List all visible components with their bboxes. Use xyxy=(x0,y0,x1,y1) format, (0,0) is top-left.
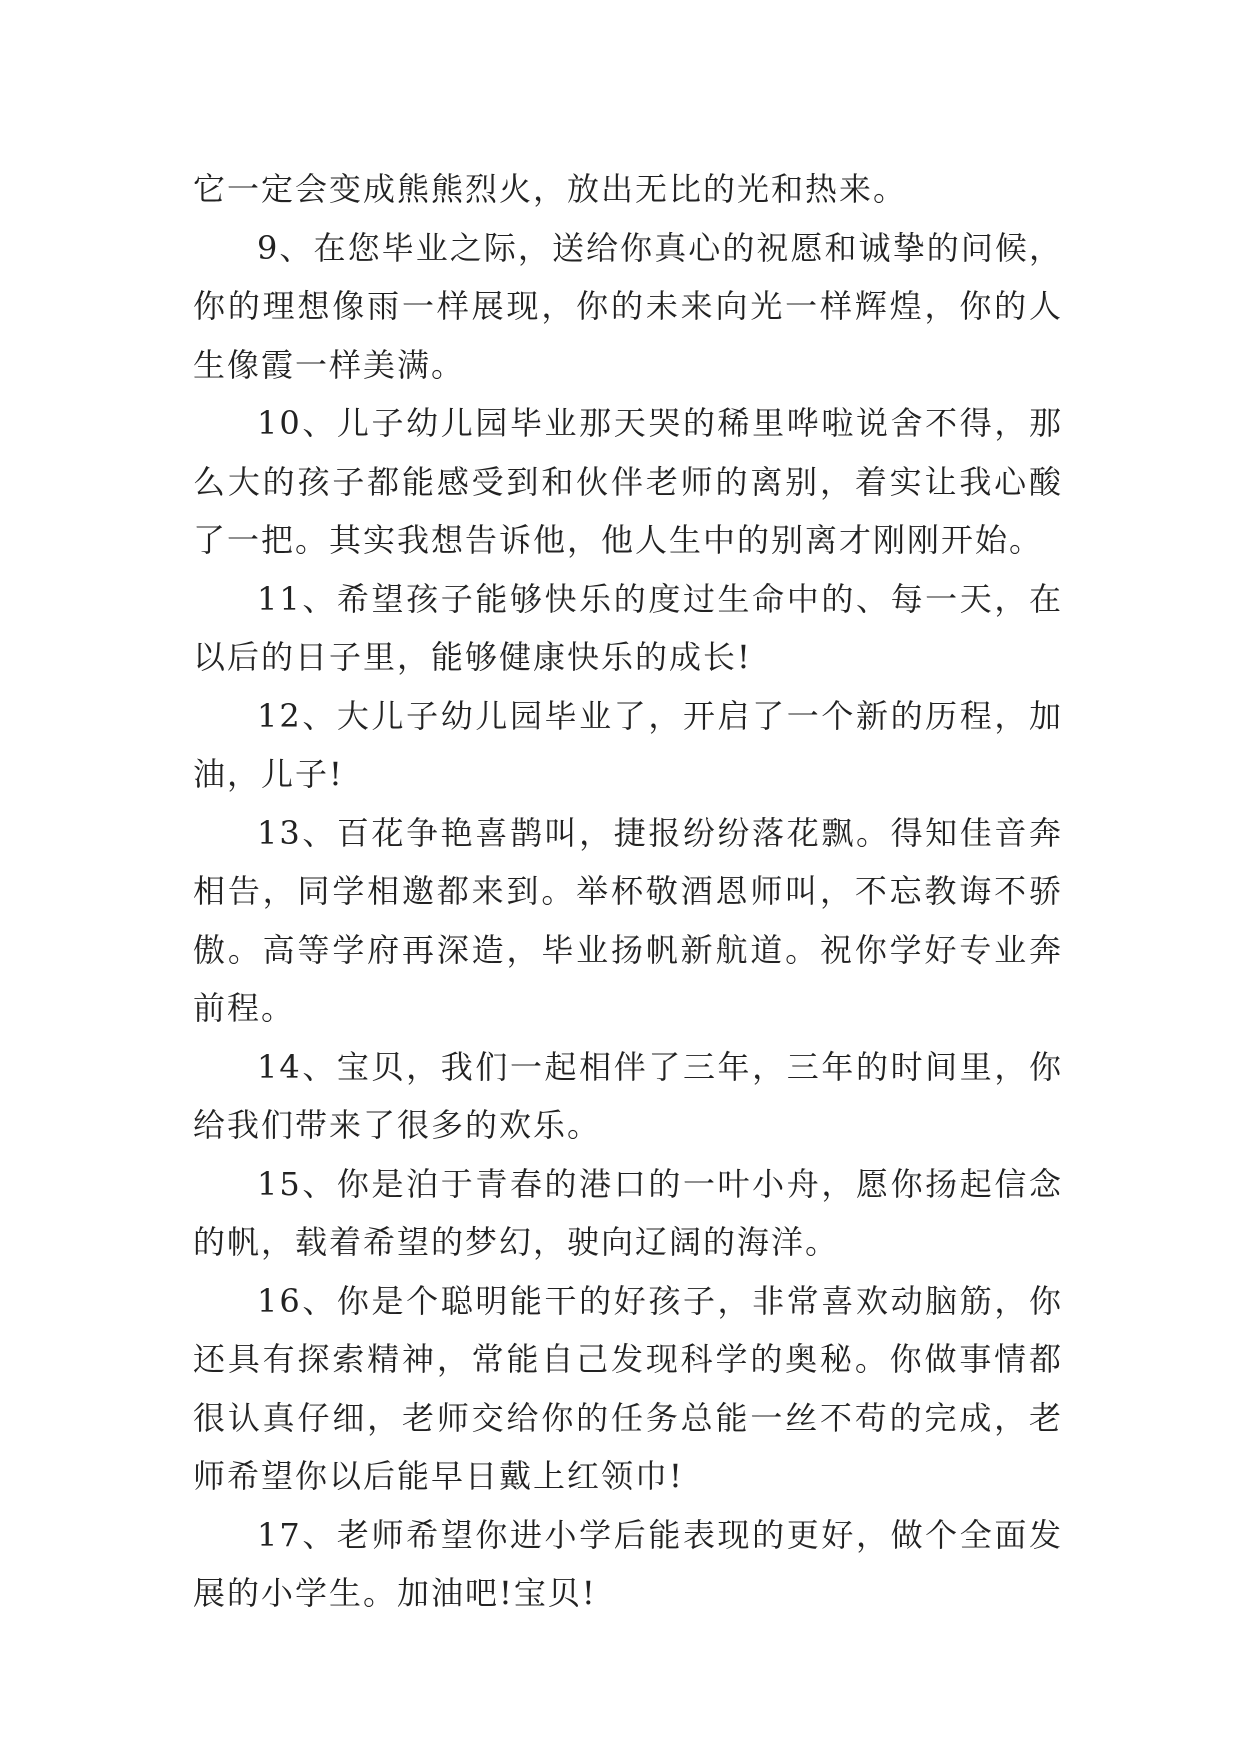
paragraph-item-17: 17、老师希望你进小学后能表现的更好，做个全面发展的小学生。加油吧!宝贝! xyxy=(193,1515,1063,1612)
paragraph-item-14: 14、宝贝，我们一起相伴了三年，三年的时间里，你给我们带来了很多的欢乐。 xyxy=(193,1047,1063,1144)
paragraph-item-12: 12、大儿子幼儿园毕业了，开启了一个新的历程，加油，儿子! xyxy=(193,696,1063,793)
paragraph-item-15: 15、你是泊于青春的港口的一叶小舟，愿你扬起信念的帆，载着希望的梦幻，驶向辽阔的海洋。 xyxy=(193,1164,1063,1261)
document-body xyxy=(193,160,1063,1623)
paragraph-item-10: 10、儿子幼儿园毕业那天哭的稀里哗啦说舍不得，那么大的孩子都能感受到和伙伴老师的离别，着实让我心酸了一把。其实我想告诉他，他人生中的别离才刚刚开始。 xyxy=(193,404,1063,559)
paragraph-item-11: 11、希望孩子能够快乐的度过生命中的、每一天，在以后的日子里，能够健康快乐的成长! xyxy=(193,579,1063,676)
paragraph-item-13: 13、百花争艳喜鹊叫，捷报纷纷落花飘。得知佳音奔相告，同学相邀都来到。举杯敬酒恩师叫，不忘教诲不骄傲。高等学府再深造，毕业扬帆新航道。祝你学好专业奔前程。 xyxy=(193,813,1063,1027)
paragraph-item-9: 9、在您毕业之际，送给你真心的祝愿和诚挚的问候，你的理想像雨一样展现，你的未来向光一样辉煌，你的人生像霞一样美满。 xyxy=(193,228,1063,384)
paragraph-item-16: 16、你是个聪明能干的好孩子，非常喜欢动脑筋，你还具有探索精神，常能自己发现科学的奥秘。你做事情都很认真仔细，老师交给你的任务总能一丝不苟的完成，老师希望你以后能早日戴上红领巾! xyxy=(193,1281,1063,1495)
paragraph-continuation: 它一定会变成熊熊烈火，放出无比的光和热来。 xyxy=(193,170,908,208)
